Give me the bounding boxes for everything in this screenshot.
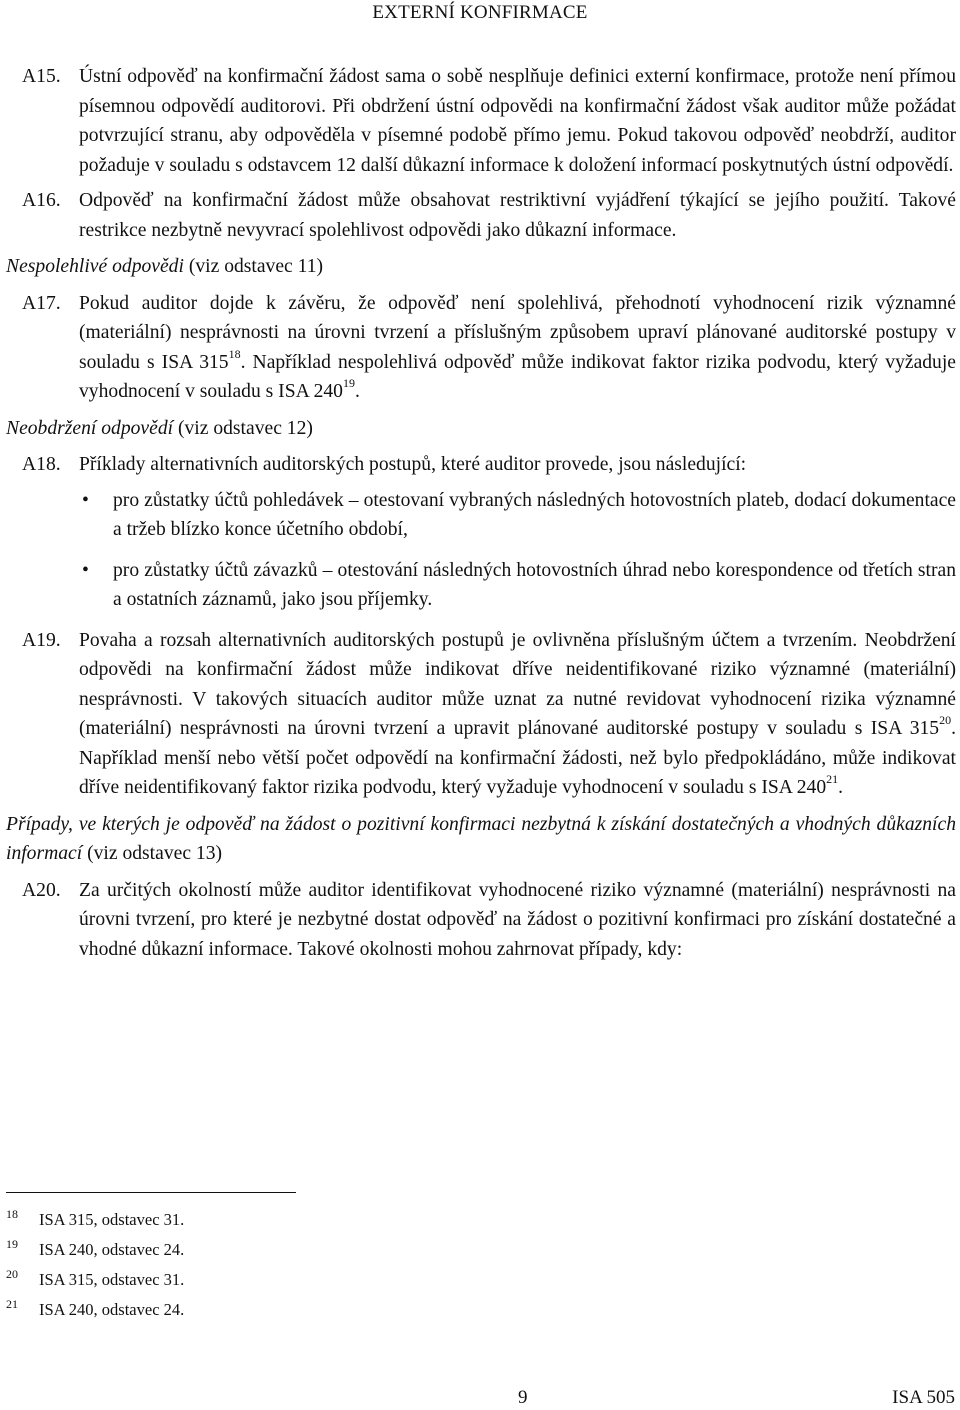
paragraph-text: . Například nespolehlivá odpověď může indikovat faktor rizika podvodu, který vyžaduje vyhodnocení v souladu s ISA 240 [79,351,956,402]
footnote-text: ISA 240, odstavec 24. [39,1300,185,1319]
footnote-ref[interactable]: 20 [939,713,952,728]
footnote-number: 21 [6,1297,18,1311]
paragraph-number: A20. [22,879,61,901]
bullet-icon: • [82,559,89,581]
section-heading-positive-confirmation [6,810,956,869]
paragraph-a15 [6,62,956,180]
footnote [6,1265,606,1295]
footnote-ref[interactable]: 21 [826,772,839,787]
paragraph-text: Odpověď na konfirmační žádost může obsahovat restriktivní vyjádření týkající se jejího použití. Takové restrikce nezbytně nevyvrací spolehlivost odpovědi jako důkazní informace. [79,190,956,241]
paragraph-text: Příklady alternativních auditorských postupů, které auditor provede, jsou následující: [79,454,747,475]
paragraph-number: A16. [22,190,61,211]
paragraph-number: A17. [22,292,61,314]
footnotes [6,1205,606,1325]
list-item-text: pro zůstatky účtů závazků – otestování následných hotovostních úhrad nebo korespondence od třetích stran a ostatních záznamů, jako jsou příjemky. [113,559,956,610]
list-item-text: pro zůstatky účtů pohledávek – otestovaní vybraných následných hotovostních plateb, dodací dokumentace a tržeb blízko konce účetního období, [113,489,956,540]
page-number: 9 [518,1387,528,1408]
footnote-number: 20 [6,1267,18,1281]
list-item [6,556,956,615]
document-body [6,62,956,970]
section-heading-unreliable [6,252,956,282]
footnote-text: ISA 315, odstavec 31. [39,1210,185,1229]
paragraph-text: Ústní odpověď na konfirmační žádost sama o sobě nesplňuje definici externí konfirmace, protože není přímou písemnou odpovědí auditorovi. Při obdržení ústní odpovědi na konfirmační žádost však auditor může požádat potvrzující stranu, aby odpověděla v písemné podobě přímo jemu. Pokud takovou odpověď neobdrží, auditor požaduje v souladu s odstavcem 12 další důkazní informace k doložení informací poskytnutých ústní odpovědí. [79,66,956,176]
paragraph-text: Za určitých okolností může auditor identifikovat vyhodnocené riziko významné (materiální) nesprávnosti na úrovni tvrzení, pro které je nezbytné dostat odpověď na žádost o pozitivní konfirmaci pro získání dostatečné a vhodné důkazní informace. Takové okolnosti mohou zahrnovat případy, kdy: [79,879,956,960]
heading-italic: Nespolehlivé odpovědi [6,256,184,277]
footnote-text: ISA 240, odstavec 24. [39,1240,185,1259]
footnote-divider [6,1192,296,1193]
page-header: EXTERNÍ KONFIRMACE [372,2,588,23]
footnote-text: ISA 315, odstavec 31. [39,1270,185,1289]
paragraph-a18 [6,450,956,480]
footnote-ref[interactable]: 18 [228,346,241,361]
paragraph-number: A19. [22,629,61,651]
paragraph-a17 [6,289,956,407]
paragraph-text: . Například menší nebo větší počet odpovědí na konfirmační žádosti, než bylo předpokládáno, může indikovat dříve neidentifikovaný faktor rizika podvodu, který vyžaduje vyhodnocení v souladu s ISA 240 [79,718,956,798]
paragraph-text: Pokud auditor dojde k závěru, že odpověď není spolehlivá, přehodnotí vyhodnocení rizik významné (materiální) nesprávnosti na úrovni tvrzení a příslušným způsobem upraví plánované auditorské postupy v souladu s ISA 315 [79,292,956,373]
paragraph-a16 [6,186,956,245]
bullet-list [6,486,956,615]
footnote-ref[interactable]: 19 [342,376,355,391]
paragraph-number: A18. [22,454,61,475]
heading-reference: (viz odstavec 13) [82,843,223,864]
paragraph-text: . [354,381,360,402]
paragraph-a20 [6,876,956,965]
heading-reference: (viz odstavec 12) [173,417,313,439]
paragraph-text: . [838,777,844,798]
footnote-number: 18 [6,1207,18,1221]
list-item [6,486,956,545]
heading-italic: Neobdržení odpovědí [6,417,174,439]
footnote [6,1295,606,1325]
bullet-icon: • [82,489,89,511]
footnote [6,1235,606,1265]
heading-italic: Případy, ve kterých je odpověď na žádost o pozitivní konfirmaci nezbytná k získání dostatečných a vhodných důkazních informací [6,813,956,864]
footnote-number: 19 [6,1237,18,1251]
heading-reference: (viz odstavec 11) [183,256,324,277]
paragraph-text: Povaha a rozsah alternativních auditorských postupů je ovlivněna příslušným účtem a tvrzením. Neobdržení odpovědi na konfirmační žádost může indikovat dříve neidentifikované riziko významné (materiální) nesprávnosti. V takových situacích auditor může uznat za nutné revidovat vyhodnocení rizika významné (materiální) nesprávnosti na úrovni tvrzení a upravit plánované auditorské postupy v souladu s ISA 315 [79,629,956,739]
paragraph-a19 [6,626,956,803]
section-heading-non-response [6,414,956,444]
paragraph-number: A15. [22,66,61,87]
standard-label: ISA 505 [892,1387,955,1408]
footnote [6,1205,606,1235]
